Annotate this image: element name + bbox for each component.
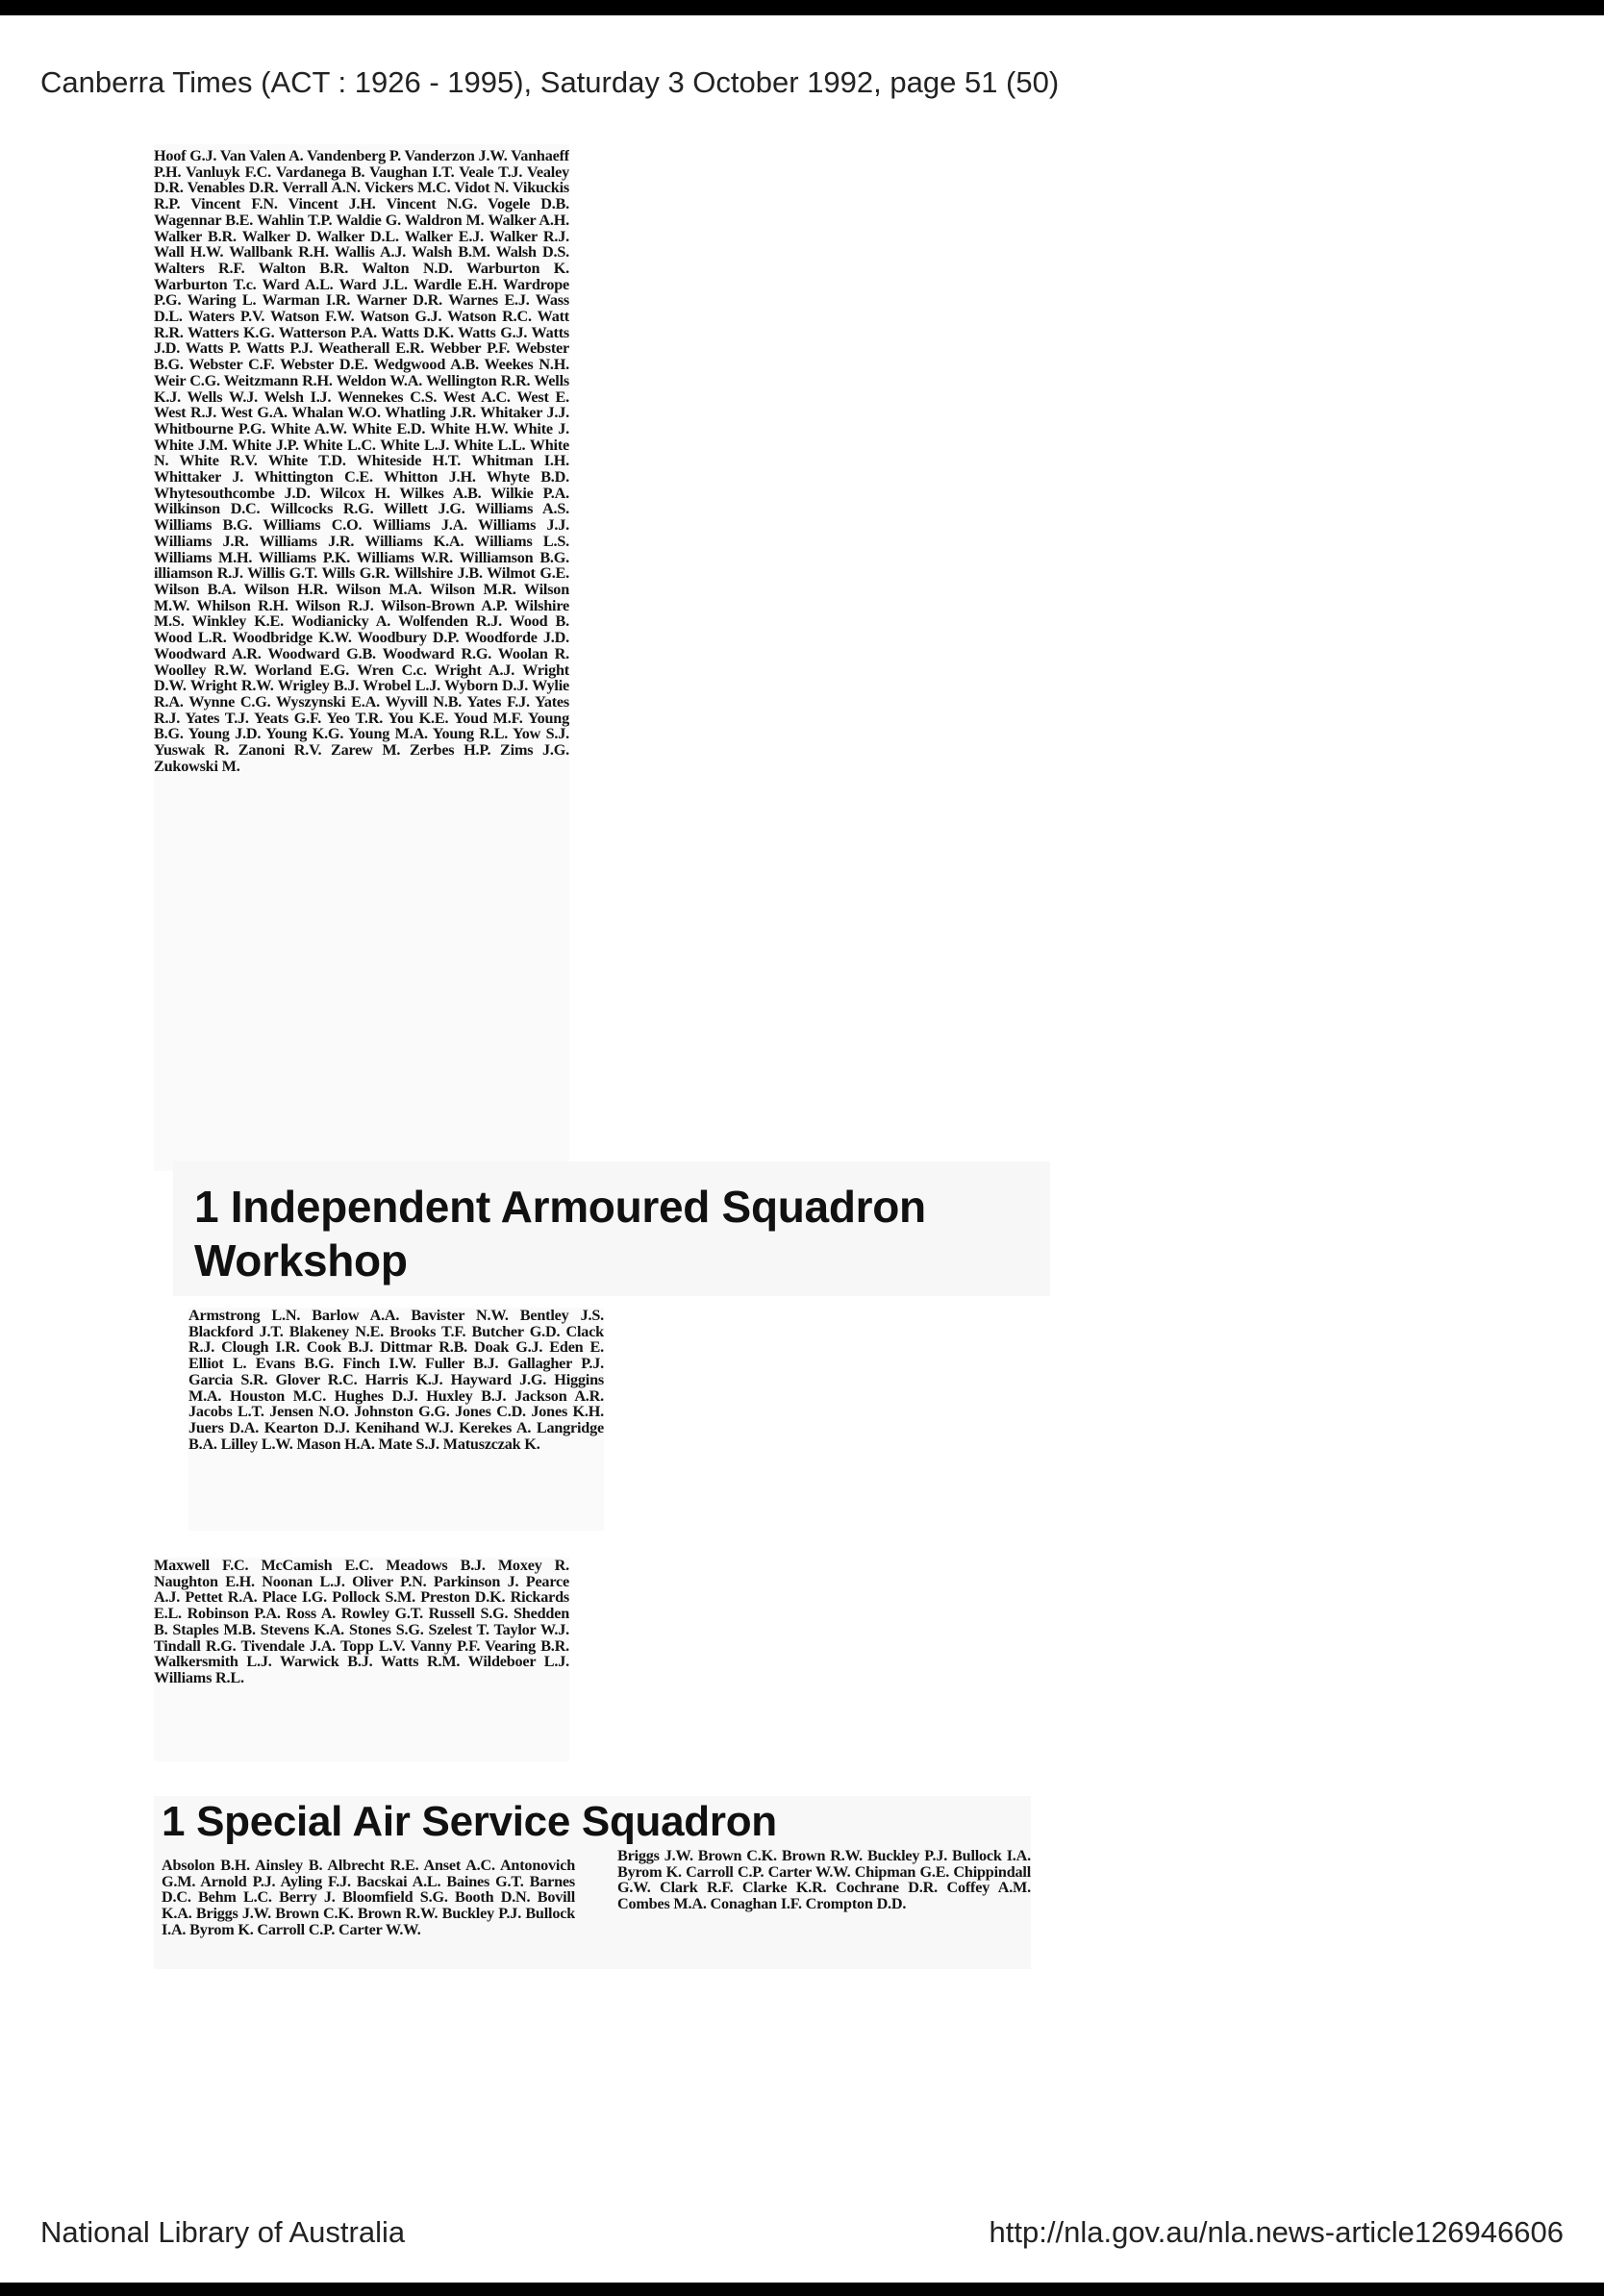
sas-clipping (154, 1796, 1031, 1969)
armoured-names-part1 (188, 1308, 604, 1531)
bottom-border (0, 2283, 1604, 2296)
article-url[interactable]: http://nla.gov.au/nla.news-article126946606 (989, 2215, 1564, 2249)
sas-heading: 1 Special Air Service Squadron (162, 1798, 777, 1845)
armoured-names-part2 (154, 1558, 569, 1761)
names-list-clipping (154, 144, 569, 1171)
library-name: National Library of Australia (40, 2215, 406, 2249)
armoured-names-text1: Armstrong L.N. Barlow A.A. Bavister N.W. Bentley J.S. Blackford J.T. Blakeney N.E. Brooks T.F. Butcher G.D. Clack R.J. Clough I.R. Cook B.J. Dittmar R.B. Doak G.J. Eden E. Elliot L. Evans B.G. Finch I.W. Fuller B.J. Gallagher P.J. Garcia S.R. Glover R.C. Harris K.J. Hayward J.G. Higgins M.A. Houston M.C. Hughes D.J. Huxley B.J. Jackson A.R. Jacobs L.T. Jensen N.O. Johnston G.G. Jones C.D. Jones K.H. Juers D.A. Kearton D.J. Kenihand W.J. Kerekes A. Langridge B.A. Lilley L.W. Mason H.A. Mate S.J. Matuszczak K. (188, 1308, 604, 1453)
top-border (0, 0, 1604, 15)
names-list-text: Hoof G.J. Van Valen A. Vandenberg P. Vanderzon J.W. Vanhaeff P.H. Vanluyk F.C. Vardanega B. Vaughan I.T. Veale T.J. Vealey D.R. Venables D.R. Verrall A.N. Vickers M.C. Vidot N. Vikuckis R.P. Vincent F.N. Vincent J.H. Vincent N.G. Vogele D.B. Wagennar B.E. Wahlin T.P. Waldie G. Waldron M. Walker A.H. Walker B.R. Walker D. Walker D.L. Walker E.J. Walker R.J. Wall H.W. Wallbank R.H. Wallis A.J. Walsh B.M. Walsh D.S. Walters R.F. Walton B.R. Walton N.D. Warburton K. Warburton T.c. Ward A.L. Ward J.L. Wardle E.H. Wardrope P.G. Waring L. Warman I.R. Warner D.R. Warnes E.J. Wass D.L. Waters P.V. Watson F.W. Watson G.J. Watson R.C. Watt R.R. Watters K.G. Watterson P.A. Watts D.K. Watts G.J. Watts J.D. Watts P. Watts P.J. Weatherall E.R. Webber P.F. Webster B.G. Webster C.F. Webster D.E. Wedgwood A.B. Weekes N.H. Weir C.G. Weitzmann R.H. Weldon W.A. Wellington R.R. Wells K.J. Wells W.J. Welsh I.J. Wennekes C.S. West A.C. West E. West R.J. West G.A. Whalan W.O. Whatling J.R. Whitaker J.J. Whitbourne P.G. White A.W. White E.D. White H.W. White J. White J.M. White J.P. White L.C. White L.J. White L.L. White N. White R.V. White T.D. Whiteside H.T. Whitman I.H. Whittaker J. Whittington C.E. Whitton J.H. Whyte B.D. Whytesouthcombe J.D. Wilcox H. Wilkes A.B. Wilkie P.A. Wilkinson D.C. Willcocks R.G. Willett J.G. Williams A.S. Williams B.G. Williams C.O. Williams J.A. Williams J.J. Williams J.R. Williams J.R. Williams K.A. Williams L.S. Williams M.H. Williams P.K. Williams W.R. Williamson B.G. illiamson R.J. Willis G.T. Wills G.R. Willshire J.B. Wilmot G.E. Wilson B.A. Wilson H.R. Wilson M.A. Wilson M.R. Wilson M.W. Whilson R.H. Wilson R.J. Wilson-Brown A.P. Wilshire M.S. Winkley K.E. Wodianicky A. Wolfenden R.J. Wood B. Wood L.R. Woodbridge K.W. Woodbury D.P. Woodforde J.D. Woodward A.R. Woodward G.B. Woodward R.G. Woolan R. Woolley R.W. Worland E.G. Wren C.c. Wright A.J. Wright D.W. Wright R.W. Wrigley B.J. Wrobel L.J. Wyborn D.J. Wylie R.A. Wynne C.G. Wyszynski E.A. Wyvill N.B. Yates F.J. Yates R.J. Yates T.J. Yeats G.F. Yeo T.R. You K.E. Youd M.F. Young B.G. Young J.D. Young K.G. Young M.A. Young R.L. Yow S.J. Yuswak R. Zanoni R.V. Zarew M. Zerbes H.P. Zims J.G. Zukowski M. (154, 147, 569, 775)
citation-header: Canberra Times (ACT : 1926 - 1995), Saturday 3 October 1992, page 51 (50) (40, 65, 1060, 99)
armoured-heading-clipping (173, 1161, 1050, 1296)
armoured-heading-line2: Workshop (194, 1235, 408, 1285)
sas-names-col2: Briggs J.W. Brown C.K. Brown R.W. Buckley P.J. Bullock I.A. Byrom K. Carroll C.P. Carter W.W. Chipman G.E. Chippindall G.W. Clark R.F. Clarke K.R. Cochrane D.R. Coffey A.M. Combes M.A. Conaghan I.F. Crompton D.D. (617, 1848, 1031, 1913)
armoured-names-text2: Maxwell F.C. McCamish E.C. Meadows B.J. Moxey R. Naughton E.H. Noonan L.J. Oliver P.N. Parkinson J. Pearce A.J. Pettet R.A. Place I.G. Pollock S.M. Preston D.K. Rickards E.L. Robinson P.A. Ross A. Rowley G.T. Russell S.G. Shedden B. Staples M.B. Stevens K.A. Stones S.G. Szelest T. Taylor W.J. Tindall R.G. Tivendale J.A. Topp L.V. Vanny P.F. Vearing B.R. Walkersmith L.J. Warwick B.J. Watts R.M. Wildeboer L.J. Williams R.L. (154, 1558, 569, 1686)
armoured-heading-line1: 1 Independent Armoured Squadron (194, 1182, 926, 1232)
sas-names-col1: Absolon B.H. Ainsley B. Albrecht R.E. Anset A.C. Antonovich G.M. Arnold P.J. Ayling F.J. Bacskai A.L. Baines G.T. Barnes D.C. Behm L.C. Berry J. Bloomfield S.G. Booth D.N. Bovill K.A. Briggs J.W. Brown C.K. Brown R.W. Buckley P.J. Bullock I.A. Byrom K. Carroll C.P. Carter W.W. (162, 1858, 575, 1938)
adjacent-column-fragment (134, 1154, 143, 1519)
